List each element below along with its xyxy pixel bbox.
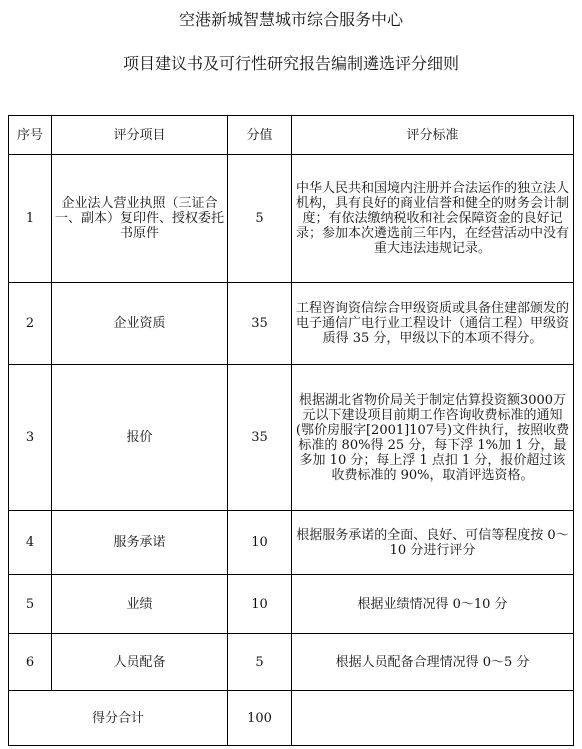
scoring-table xyxy=(8,115,574,746)
row-score: 35 xyxy=(228,365,292,511)
row-score: 10 xyxy=(228,575,292,634)
total-standard-empty xyxy=(292,691,574,746)
row-standard: 根据服务承诺的全面、良好、可信等程度按 0～10 分进行评分 xyxy=(292,511,574,575)
header-standard: 评分标准 xyxy=(292,116,574,155)
document-title: 空港新城智慧城市综合服务中心 xyxy=(178,10,403,29)
row-score: 10 xyxy=(228,511,292,575)
table-header-row xyxy=(9,116,574,155)
row-standard: 工程咨询资信综合甲级资质或具备住建部颁发的电子通信广电行业工程设计（通信工程）甲级资质得 35 分，甲级以下的本项不得分。 xyxy=(292,283,574,365)
row-no: 5 xyxy=(9,575,52,634)
row-item: 企业资质 xyxy=(52,283,228,365)
row-standard: 根据业绩情况得 0～10 分 xyxy=(292,575,574,634)
table-row xyxy=(9,365,574,511)
row-item: 报价 xyxy=(52,365,228,511)
row-item: 服务承诺 xyxy=(52,511,228,575)
row-score: 35 xyxy=(228,283,292,365)
row-standard: 根据人员配备合理情况得 0～5 分 xyxy=(292,634,574,691)
row-no: 3 xyxy=(9,365,52,511)
total-score: 100 xyxy=(228,691,292,746)
document-subtitle: 项目建议书及可行性研究报告编制遴选评分细则 xyxy=(122,54,459,73)
table-row xyxy=(9,511,574,575)
row-no: 1 xyxy=(9,155,52,283)
table-row xyxy=(9,634,574,691)
row-no: 4 xyxy=(9,511,52,575)
table-row xyxy=(9,575,574,634)
row-score: 5 xyxy=(228,155,292,283)
header-item: 评分项目 xyxy=(52,116,228,155)
header-score: 分值 xyxy=(228,116,292,155)
table-row xyxy=(9,283,574,365)
row-no: 6 xyxy=(9,634,52,691)
row-score: 5 xyxy=(228,634,292,691)
total-label: 得分合计 xyxy=(9,691,228,746)
total-row xyxy=(9,691,574,746)
row-standard: 根据湖北省物价局关于制定估算投资额3000万元以下建设项目前期工作咨询收费标准的通知(鄂价房服字[2001]107号)文件执行，按照收费标准的 80%得 25 分，每下浮 1%加 1 分，最多加 10 分；每上浮 1 点扣 1 分，报价超过该收费标准的 90%，取消评选资格。 xyxy=(292,365,574,511)
header-no: 序号 xyxy=(9,116,52,155)
row-no: 2 xyxy=(9,283,52,365)
row-item: 业绩 xyxy=(52,575,228,634)
row-item: 人员配备 xyxy=(52,634,228,691)
table-row xyxy=(9,155,574,283)
row-standard: 中华人民共和国境内注册并合法运作的独立法人机构，具有良好的商业信誉和健全的财务会计制度；有依法缴纳税收和社会保障资金的良好记录；参加本次遴选前三年内，在经营活动中没有重大违法违规记录。 xyxy=(292,155,574,283)
row-item: 企业法人营业执照（三证合一、副本）复印件、授权委托书原件 xyxy=(52,155,228,283)
